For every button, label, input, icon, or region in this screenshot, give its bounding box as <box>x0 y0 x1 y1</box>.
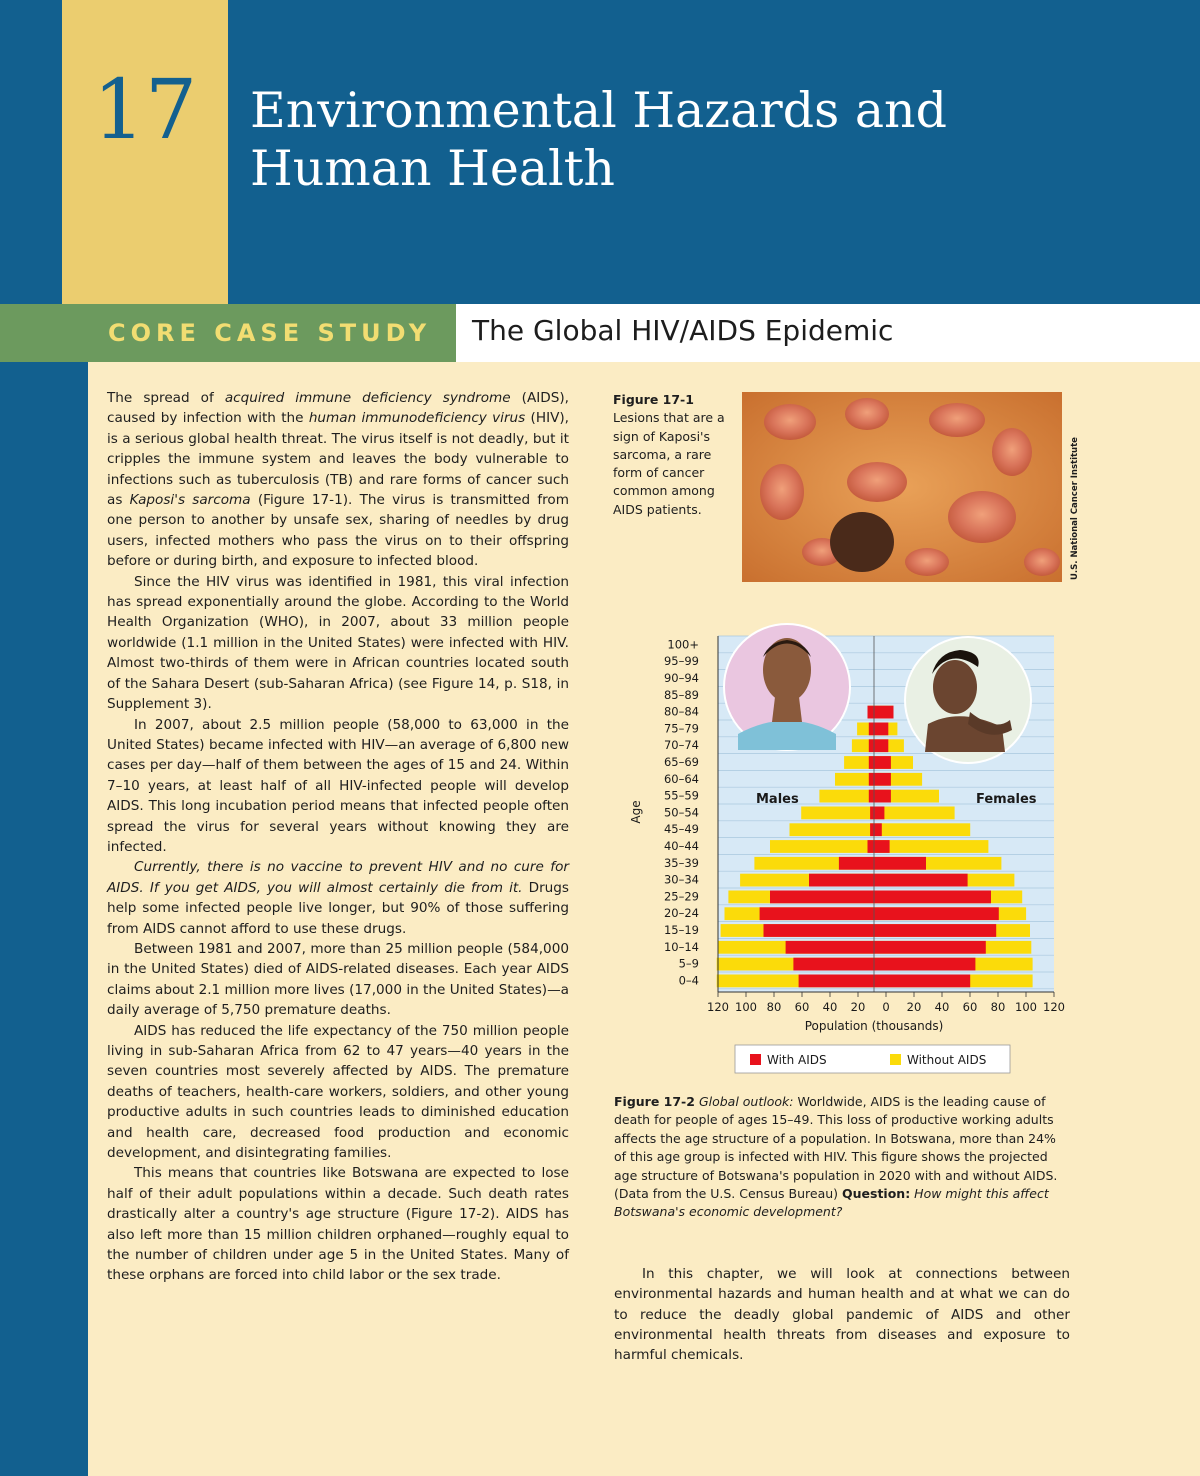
paragraph-4 <box>107 857 569 939</box>
x-axis-label: Population (thousands) <box>804 1019 944 1033</box>
x-tick-label: 120 <box>1043 1000 1065 1014</box>
chapter-title <box>250 82 1150 198</box>
age-tick-label: 15–19 <box>663 923 699 937</box>
x-tick-label: 40 <box>934 1000 950 1014</box>
bar-female-without-aids <box>874 807 955 820</box>
bar-male-without-aids <box>801 807 874 820</box>
p4-rest: Drugs help some infected people live longer, but 90% of those suffering from AIDS cannot afford to use these drugs. <box>107 879 569 937</box>
age-tick-label: 10–14 <box>663 939 699 954</box>
chapter-title-line1: Environmental Hazards and <box>250 82 947 139</box>
age-tick-label: 95–99 <box>663 654 699 669</box>
x-tick-label: 80 <box>990 1000 1006 1014</box>
x-tick-label: 80 <box>766 1000 782 1014</box>
age-tick-label: 70–74 <box>663 738 699 753</box>
bar-male-with-aids <box>760 907 874 920</box>
age-tick-label: 45–49 <box>663 822 699 837</box>
bar-female-without-aids <box>874 823 970 836</box>
figure-2-caption-text: Worldwide, AIDS is the leading cause of death for people of ages 15–49. This loss of productive working adults affects the age structure of a population. In Botswana, more than 24% of this age group is infected with HIV. This figure shows the projected age structure of Botswana's population in 2020 with and without AIDS. (Data from the U.S. Census Bureau) <box>614 1094 1058 1202</box>
age-tick-label: 75–79 <box>663 721 699 736</box>
bar-female-with-aids <box>874 790 891 803</box>
p1-text-d: (Figure 17-1). The virus is transmitted from one person to another by unsafe sex, sharing of needles by drug users, infected mothers who pass the virus on to their offspring before or during birth, and exposure to infected blood. <box>107 492 569 570</box>
x-tick-label: 60 <box>794 1000 810 1014</box>
bar-male-with-aids <box>869 756 874 769</box>
bar-female-without-aids <box>874 840 988 853</box>
bar-male-with-aids <box>869 790 874 803</box>
x-tick-label: 40 <box>822 1000 838 1014</box>
bar-female-with-aids <box>874 756 891 769</box>
paragraph-2: Since the HIV virus was identified in 1981, this viral infection has spread exponentially around the globe. According to the World Health Organization (WHO), in 2007, about 33 million people worldwide (1.1 million in the United States) were infected with HIV. Almost two-thirds of them were in African countries located south of the Sahara Desert (sub-Saharan Africa) (see Figure 14, p. S18, in Supplement 3). <box>107 573 569 713</box>
bar-female-with-aids <box>874 924 996 937</box>
x-tick-label: 120 <box>707 1000 729 1014</box>
bar-male-with-aids <box>793 958 874 971</box>
bar-male-with-aids <box>868 840 875 853</box>
bar-male-with-aids <box>799 975 874 988</box>
main-text-column <box>107 388 569 1286</box>
figure-2-caption <box>614 1093 1064 1222</box>
age-tick-label: 100+ <box>667 637 699 652</box>
age-tick-label: 90–94 <box>663 671 699 685</box>
x-tick-label: 20 <box>850 1000 866 1014</box>
bar-male-with-aids <box>770 891 874 904</box>
p1-text-b: (AIDS), caused by infection with the <box>107 390 569 427</box>
chapter-title-line2: Human Health <box>250 140 615 197</box>
chapter-number: 17 <box>92 63 198 158</box>
legend <box>735 1045 1010 1073</box>
figure-1-label: Figure 17-1 <box>613 392 694 407</box>
age-tick-label: 40–44 <box>663 839 699 853</box>
figure-2-caption-italic: Global outlook: <box>698 1094 794 1109</box>
x-tick-label: 60 <box>962 1000 978 1014</box>
p4-italic: Currently, there is no vaccine to prevent HIV and no cure for AIDS. If you get AIDS, you will almost certainly die from it. <box>107 859 569 896</box>
females-label: Females <box>976 792 1037 807</box>
legend-label-without-aids: Without AIDS <box>907 1053 987 1067</box>
paragraph-3: In 2007, about 2.5 million people (58,000 to 63,000 in the United States) became infected with HIV—an average of 6,800 new cases per day—half of them between the ages of 15 and 24. Within 7–10 years, at least half of all HIV-infected people will develop AIDS. This long incubation period means that infected people often spread the virus for several years without knowing they are infected. <box>107 716 569 855</box>
age-tick-label: 30–34 <box>663 872 699 887</box>
x-tick-label: 20 <box>906 1000 922 1014</box>
age-tick-label: 60–64 <box>663 771 699 786</box>
bar-female-with-aids <box>874 891 991 904</box>
photo-credit: U.S. National Cancer Institute <box>1070 437 1080 580</box>
bar-male-without-aids <box>819 790 874 803</box>
x-tick-label: 100 <box>735 1000 757 1014</box>
bar-male-with-aids <box>869 739 874 752</box>
age-tick-label: 80–84 <box>663 704 699 719</box>
bar-female-with-aids <box>874 975 970 988</box>
x-tick-label: 100 <box>1015 1000 1037 1014</box>
p1-text-c: (HIV), is a serious global health threat. The virus itself is not deadly, but it cripples the immune system and leaves the body vulnerable to infections such as tuberculosis (TB) and rare forms of cancer such as <box>107 410 569 509</box>
term-aids: acquired immune deficiency syndrome <box>224 390 511 406</box>
age-tick-label: 65–69 <box>663 755 699 769</box>
bar-female-with-aids <box>874 739 888 752</box>
term-kaposi: Kaposi's sarcoma <box>129 492 251 509</box>
kaposi-sarcoma-photo <box>742 392 1062 582</box>
age-tick-label: 20–24 <box>663 906 699 921</box>
figure-2-question-label: Question: <box>842 1186 911 1202</box>
bar-male-with-aids <box>786 941 874 954</box>
term-hiv: human immunodeficiency virus <box>308 410 526 427</box>
bar-female-with-aids <box>874 907 999 920</box>
sick-woman-illustration <box>905 637 1031 763</box>
paragraph-7: This means that countries like Botswana are expected to lose half of their adult populations within a decade. Such death rates drastically alter a country's age structure (Figure 17-2). AIDS has also left more than 15 million children orphaned—roughly equal to the number of children under age 5 in the United States. Many of these orphans are forced into child labor or the sex trade. <box>107 1165 569 1284</box>
bar-female-with-aids <box>874 723 888 736</box>
bar-male-with-aids <box>869 723 874 736</box>
bar-male-without-aids <box>835 773 874 786</box>
bar-male-with-aids <box>870 823 874 836</box>
p1-text-a: The spread of <box>107 390 225 406</box>
bar-female-with-aids <box>874 874 968 887</box>
closing-text: In this chapter, we will look at connections between environmental hazards and human health and at what we can do to reduce the deadly global pandemic of AIDS and other environmental health threats from diseases and exposure to harmful chemicals. <box>614 1266 1070 1364</box>
age-tick-label: 35–39 <box>663 855 699 870</box>
bar-male-with-aids <box>764 924 875 937</box>
bar-female-with-aids <box>874 941 986 954</box>
x-tick-labels <box>707 992 1065 1014</box>
legend-swatch-with-aids <box>750 1054 761 1065</box>
figure-2-question: How might this affect Botswana's economic development? <box>614 1186 1049 1220</box>
closing-paragraph <box>614 1264 1070 1365</box>
age-tick-labels <box>664 637 699 987</box>
age-tick-label: 50–54 <box>663 805 699 820</box>
age-structure-chart <box>610 612 1070 1082</box>
core-case-title: The Global HIV/AIDS Epidemic <box>472 314 894 347</box>
bar-female-with-aids <box>874 706 894 719</box>
males-label: Males <box>756 792 799 807</box>
figure-1-caption <box>613 391 733 519</box>
bar-female-with-aids <box>874 857 926 870</box>
age-tick-label: 5–9 <box>678 956 699 971</box>
core-case-label: CORE CASE STUDY <box>108 319 432 347</box>
bar-male-with-aids <box>870 807 874 820</box>
bar-female-with-aids <box>874 823 882 836</box>
x-tick-label: 0 <box>882 1000 890 1014</box>
age-tick-label: 0–4 <box>678 973 699 988</box>
age-tick-label: 85–89 <box>663 687 699 702</box>
figure-1-caption-text: Lesions that are a sign of Kaposi's sarcoma, a rare form of cancer common among AIDS patients. <box>613 410 725 517</box>
age-tick-label: 55–59 <box>663 788 699 803</box>
bar-female-with-aids <box>874 958 975 971</box>
legend-swatch-without-aids <box>890 1054 901 1065</box>
paragraph-5: Between 1981 and 2007, more than 25 million people (584,000 in the United States) died of AIDS-related diseases. Each year AIDS claims about 2.1 million more lives (17,000 in the United States)—a daily average of 5,750 premature deaths. <box>107 940 569 1019</box>
bar-male-without-aids <box>770 840 874 853</box>
paragraph-1 <box>107 388 569 572</box>
emaciated-man-illustration <box>724 624 850 750</box>
bar-female-with-aids <box>874 773 891 786</box>
bar-male-with-aids <box>839 857 874 870</box>
paragraph-6: AIDS has reduced the life expectancy of the 750 million people living in sub-Saharan Africa from 62 to 47 years—40 years in the seven countries most severely affected by AIDS. The premature deaths of teachers, health-care workers, soldiers, and other young productive adults in such countries leads to diminished education and health care, decreased food production and economic development, and disintegrating families. <box>107 1022 569 1162</box>
legend-label-with-aids: With AIDS <box>767 1053 827 1067</box>
bar-male-with-aids <box>809 874 874 887</box>
age-tick-label: 25–29 <box>663 889 699 904</box>
bar-male-with-aids <box>869 773 874 786</box>
bar-female-with-aids <box>874 840 890 853</box>
figure-2-label: Figure 17-2 <box>614 1094 695 1109</box>
bar-male-with-aids <box>868 706 875 719</box>
bar-male-without-aids <box>790 823 875 836</box>
y-axis-label: Age <box>629 800 643 824</box>
bar-female-with-aids <box>874 807 884 820</box>
